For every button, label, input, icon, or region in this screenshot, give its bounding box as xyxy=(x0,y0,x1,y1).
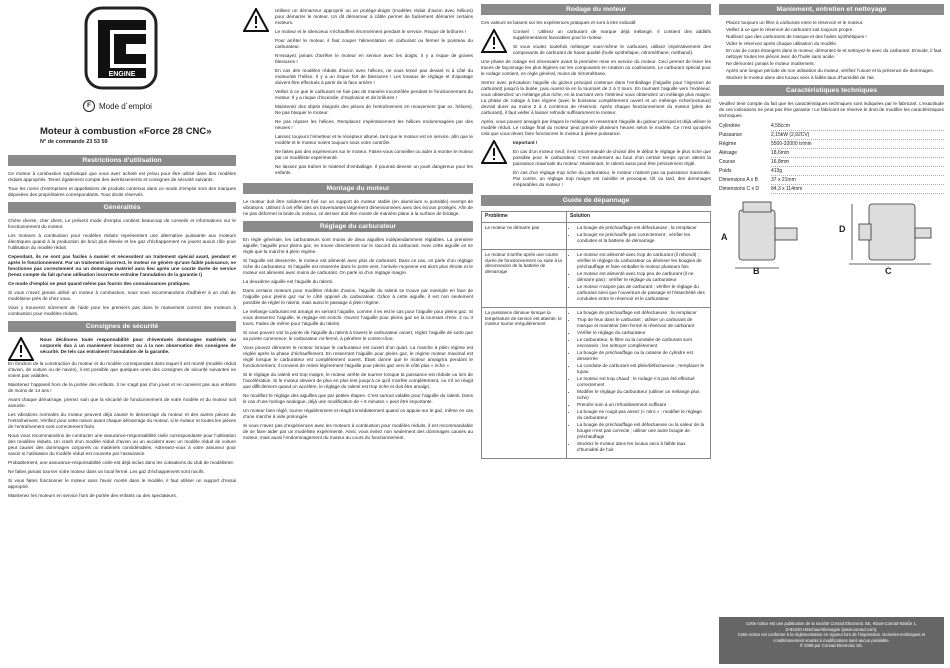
dimension-label: B xyxy=(753,266,760,276)
paragraph: En cas des modèles réduits d’avion avec hélices, ne vous tenez pas devant ni à côté du moteur/de l’hélice. Il y a un risque fort de blessures ! Les travaux de réglage et d’ajustage doivent être effectués à partir de la face arrière ! xyxy=(275,68,473,85)
paragraph: Maintenez l’appareil hors de la portée des enfants. Il ne s’agit pas d’un jouet et ne convient pas aux enfants de moins de 14 ans ! xyxy=(8,382,236,393)
paragraph: Les vibrations normales du moteur peuvent déjà causer le desserrage du moteur et des autres pièces de l’entraînement. Vérifiez pour cette raison avant chaque démarrage du moteur, si le moteur et toutes les pièces de l’entraînement sont correctement fixés. xyxy=(8,412,236,429)
paragraph: Ne modifiez le réglage des aiguilles que par petites étapes. C’est surtout valable pour l’aiguille du ralenti. Dans le cas d’une horloge analogue, déjà une modification de « 5 minutes » peut être importante. xyxy=(243,393,473,404)
paragraph: Utilisez un démarreur approprié ou un protège-doigts (modèles réduit d’avion avec hélices) pour démarrer le moteur. Un dit démarreur à câble permet de facilement démarrer certains moteurs. xyxy=(275,8,473,25)
paragraph: Le moteur et le silencieux s’échauffent énormément pendant le service. Risque de brûlures ! xyxy=(275,29,467,34)
list-item: • Veillez à ce que le réservoir de carburant soit toujours propre. xyxy=(726,27,944,33)
spec-key: Régime xyxy=(719,141,737,147)
spec-value: 16,8mm xyxy=(771,158,944,167)
language-text: Mode d´emploi xyxy=(99,101,152,111)
spec-list xyxy=(719,122,944,194)
warning-icon xyxy=(481,29,507,53)
paragraph: En cas d’un moteur neuf, il est recommandé de choisir dès le début le réglage le plus riche que possible pour le carburateur. C’est seulement au bout d’un certain temps qu’on atteint la puissance maximale du moteur. Maintenant, le ralenti aussi peut être précisément réglé. xyxy=(513,149,711,166)
paragraph: La deuxième aiguille est l’aiguille du ralenti. xyxy=(243,279,334,284)
spec-key: Puissance xyxy=(719,132,743,138)
table-header-row xyxy=(482,212,711,223)
spec-value: 5500-32000 tr/min xyxy=(771,140,944,149)
paragraph: Maintenez des objets éloignés des pièces de l’entraînement en mouvement (par ex. hélices). Ne pas bloquer le moteur. xyxy=(275,104,473,115)
paragraph-bold: Cependant, ils ne sont pas faciles à manier et nécessitent un traitement spécial avant, pendant et après le fonctionnement. Par un traitement incorrect, le moteur ne génère qu’une faible puissance, ne fonctionne pas correctement ou un dommage matériel aura lieu après une courte durée de service (tenez compte du fait qu’une utilisation incorrecte entraîne l’annulation de la garantie !) xyxy=(8,254,236,277)
paragraph: Le moteur doit être solidement fixé sur un support de moteur stable (en aluminium si possible) exempt de vibrations. Utilisez à cet effet des vis traversantes largement dimensionnées avec des écrous protégés. Afin de ne pas déformer la bride du moteur, ce dernier doit être monté de manière plane à la surface de bridage. xyxy=(243,199,473,216)
paragraph: Probablement, une assurance-responsabilité civile est déjà inclus dans les cotisations du club de modélisme. xyxy=(8,460,235,465)
list-item: • Placez toujours un filtre à carburant entre le réservoir et le moteur. xyxy=(726,20,944,26)
table-row xyxy=(482,249,711,307)
solution-item: • La bougie de préchauffage est défectueuse ; la remplacer xyxy=(577,310,707,316)
list-item: • Ne démontez jamais le moteur inutilement. xyxy=(726,61,944,67)
section-heading-restrictions: Restrictions d’utilisation xyxy=(8,155,236,166)
footer-line: © 2008 par Conrad Electronic SE. xyxy=(799,643,864,648)
paragraph: Ces valeurs se basent sur les expériences pratiques et sont à titre indicatif. xyxy=(481,20,637,25)
paragraph: Nous vous recommandons de contracter une assurance-responsabilité civile correspondante pour l’utilisation des modèles réduits. Un crash d’un modèle réduit d’avion ou un accident avec un modèle réduit de voiture peut causer des dommages corporels ou matériels considérables. Adressez-vous à votre assureur pour savoir si l’utilisation du modèle réduit est couverte par l’assurance. xyxy=(8,433,236,456)
solution-item: • Le moteur n’aspire pas de carburant ; vérifier le réglage du carburant ainsi que l’ouverture de passage et l’étanchéité des conduites entre le réservoir et le carburateur xyxy=(577,284,707,302)
spec-row xyxy=(719,140,944,149)
footer-line: D-92240 Hirschau/Allemagne (www.conrad.com). xyxy=(785,626,878,632)
spec-value: 37 x 21mm xyxy=(771,176,944,185)
solution-cell xyxy=(567,307,711,458)
solution-item: • Le moteur est alimenté avec trop peu de carburant (il ne démarre pas) ; vérifier le réglage du carburateur xyxy=(577,271,707,283)
paragraph: Si vous n’avez jamais utilisé un moteur à combustion, nous vous recommandons d’adhérer à un club de modélisme près de chez vous. xyxy=(8,290,236,301)
imprint-footer xyxy=(719,617,944,664)
spec-key: Course xyxy=(719,159,736,165)
paragraph: Veillez à ce que le carburant ne fuie pas de manière incontrôlée pendant le fonctionnement du moteur. Il y a risque d’incendie, d’explosion et de brûlures ! xyxy=(275,89,473,100)
important-label: Important ! xyxy=(513,140,538,145)
paragraph: Dans certains moteurs pour modèles réduits d’avion, l’aiguille du ralenti se trouve par exemple en face de l’aiguille pour pleins gaz sur le côté opposé du carburateur. Grâce à cette aiguille, il est non seulement possible de régler le ralenti, mais aussi le passage à plein régime. xyxy=(243,288,473,305)
solution-item: • La bougie de préchauffage ou la culasse de cylindre est desserrée xyxy=(577,350,707,362)
spec-key: Cylindrée xyxy=(719,123,741,129)
paragraph: Après, vous pouvez amaigrir par étapes le mélange en resserrant l’aiguille du gicleur principal et déjà utiliser le modèle réduit. Le rodage final du moteur peut prendre plusieurs heures selon le modèle. Ce n’est qu’après cela que vous devez faire fonctionner le moteur à pleine puissance. xyxy=(481,119,711,136)
paragraph: Si vous n’avez pas d’expériences avec les moteurs à combustion pour modèles réduits, il est recommandable de se faire aider par un modéliste expérimenté. Ainsi, vous évitez non seulement des dommages causés au moteur, mais aussi l’endommagement du moteur au cours du fonctionnement. xyxy=(243,423,473,440)
paragraph: En règle générale, les carburateurs sont munis de deux aiguilles indépendamment réglables. La première aiguille, l’aiguille pour pleins gaz, se trouve directement sur le raccord du carburant. Avec cette aiguille on ne règle que la marche à plein régime. xyxy=(243,237,473,254)
paragraph: Ne pas réparer les hélices. Remplacez impérativement les hélices endommagées par des neuves ! xyxy=(275,119,473,130)
paragraph: Ne laissez pas traîner le matériel d’emballage. Il pourrait devenir un jouet dangereux pour les enfants. xyxy=(275,164,473,175)
solution-item: • La bougie ne rougit pas assez (« nitro » ; modifier le réglage du carburateur xyxy=(577,409,707,421)
maintenance-list xyxy=(719,20,944,81)
spec-value: 2,15kW (2,92CV) xyxy=(771,131,944,140)
paragraph: Laissez toujours l’émetteur et le récepteur allumé, tant que le moteur est en service, afin que le modèle et le moteur soient toujours sous votre contrôle. xyxy=(275,134,473,145)
solution-item: • Stockez le moteur dans les locaux secs à faible taux d’humidité de l’air xyxy=(577,441,707,453)
spec-key: Alésage xyxy=(719,150,738,156)
paragraph: Avant chaque démarrage, prenez soin que la sécurité de fonctionnement de votre modèle et du moteur soit assurée. xyxy=(8,397,236,408)
safety-disclaimer: Nous déclinons toute responsabilité pour d’éventuels dommages matériels ou corporels dus à un maniement incorrect ou à la non observation des consignes de sécurité. De tels cas entraînent l’annulation de la garantie. xyxy=(40,337,236,354)
section-heading-maintenance: Maniement, entretien et nettoyage xyxy=(719,4,944,15)
list-item: • Après une longue période de non utilisation du moteur, vérifiez l’usure et la présence de dommages. xyxy=(726,68,944,74)
spec-value: 413g xyxy=(771,167,944,176)
list-item: • En cas de corps étrangers dans le moteur, démontez-le et nettoyez-le avec du carburant. Ensuite, il faut nettoyer toutes les pièces avec de l’huile sans acide. xyxy=(726,48,944,60)
section-heading-troubleshooting: Guide de dépannage xyxy=(481,195,711,206)
paragraph: Ce moteur à combustion sophistiqué que vous avez acheté est prévu pour être utilisé dans des modèles réduits appropriés. Tenez également compte des avertissements et consignes de sécurité suivants. xyxy=(8,171,236,182)
paragraph: Si vous voulez toutefois mélanger vous-même le carburant, utilisez impérativement des composants de carburant de haute qualité (huile synthétique, nitrométhane, méthanol). xyxy=(513,44,711,55)
spec-row xyxy=(719,167,944,176)
spec-row xyxy=(719,131,944,140)
section-heading-break-in: Rodage du moteur xyxy=(481,4,711,15)
engine-diagram xyxy=(719,198,944,278)
problem-cell: La puissance diminue lorsque la température de service est atteinte, le moteur tourne irrégulièrement xyxy=(482,307,567,458)
paragraph: Les moteurs à combustion pour modèles réduits représentent une alternative puissante aux moteurs électriques quand à la production de bruit plus élevée et les gaz d’échappement ne jouent aucun rôle pour l’utilisation du modèle réduit. xyxy=(8,233,236,250)
paragraph-bold: Ce mode d’emploi ne peut quand même pas fournir des connaissances pratiques. xyxy=(8,281,191,286)
logo-text: ENGINE xyxy=(108,71,136,78)
spec-row xyxy=(719,149,944,158)
order-number: N° de commande 23 53 59 xyxy=(40,139,108,145)
dimension-label: C xyxy=(885,266,892,276)
paragraph: Serrez avec précaution l’aiguille du gicleur principal contenue dans l’emballage (l’aiguille pour l’injection de carburant) jusqu’à la butée, puis ouvrez-la en la tournant de 2 à 3 tours. En tournant l’aiguille vers l’extérieur, vous obtiendrez un mélange plus riche, en la tournant vers l’intérieur vous obtiendrez un mélange plus maigre. La phase de rodage à bas régime (avec le boisseau complètement ouvert et un mélange riche/onctueux) devrait durer au moins 2 à 4 contenus de réservoir. Après chaque fonctionnement du moteur (plein de carburant), il faut veiller à laisser refroidir suffisamment le moteur. xyxy=(481,80,711,115)
solution-item: • Le carburateur, le filtre ou la conduite de carburant sont encrassés ; les nettoyer complètement xyxy=(577,337,707,349)
paragraph: Si vous pouvez voir la pointe de l’aiguille du ralenti à travers le carburateur ouvert, réglez l’aiguille de sorte que sa pointe commence, le carburateur mi-fermé, à pénétrer le contre-cône. xyxy=(243,330,473,341)
list-item: • Stockez le moteur dans des locaux secs à faible taux d’humidité de l’air. xyxy=(726,75,944,81)
column-3 xyxy=(481,0,711,668)
spec-row xyxy=(719,122,944,131)
paragraph: Vous y trouverez sûrement de l’aide pour les premiers pas dans le maniement correct des moteurs à combustion pour modèles réduits. xyxy=(8,305,236,316)
section-heading-general: Généralités xyxy=(8,202,236,213)
warning-icon xyxy=(481,140,507,164)
spec-value: 84,3 x 114mm xyxy=(771,185,944,194)
section-heading-mounting: Montage du moteur xyxy=(243,183,473,194)
spec-row xyxy=(719,176,944,185)
troubleshooting-table xyxy=(481,211,711,459)
paragraph: Si vous faites fonctionner le moteur sans l’avoir monté dans le modèle, il faut utiliser un support d’essai approprié. xyxy=(8,478,236,489)
paragraph: N’essayez jamais d’arrêter le moteur en service avec les doigts. Il y a risque de graves blessures ! xyxy=(275,53,473,64)
page-title: Moteur à combustion «Force 28 CNC» xyxy=(40,126,212,137)
column-2 xyxy=(243,0,473,668)
table-row xyxy=(482,222,711,249)
paragraph: En cas d’un réglage trop riche du carburateur, le moteur n’atteint pas sa puissance maximale. Par contre, un réglage trop maigre est nuisible et provoque, tôt ou tard, des dommages irréparables du moteur ! xyxy=(513,170,711,187)
list-item: • Videz le réservoir après chaque utilisation du modèle. xyxy=(726,41,944,47)
dimension-label: A xyxy=(721,232,728,242)
solution-item: • La bougie de préchauffage est défectueuse ; la remplacer xyxy=(577,225,707,231)
warning-icon xyxy=(243,8,269,32)
column-header: Problème xyxy=(482,212,567,223)
spec-value: 18,6mm xyxy=(771,149,944,158)
fuel-warning xyxy=(481,29,711,59)
spec-row xyxy=(719,185,944,194)
solution-item: • Trop de feux dans le carburant ; utiliser un carburant de marque et maintenir bien fermé le réservoir de carburant xyxy=(577,317,707,329)
paragraph: Un moteur bien réglé, tourne régulièrement et réagit immédiatement quand on appuie sur le gaz, même en cas d’une marche à vide prolongée. xyxy=(243,408,473,419)
paragraph: Si le réglage du ralenti est trop maigre, le moteur arrête de tourner lorsque la puissance est réduite ou lors de l’accélération. Si le moteur devient de plus en plus lent jusqu’à ce qu’il s’arrête complètement, ou s’il ne réagit que difficilement quand on accélère, le réglage du ralenti est trop riche et doit être amaigri. xyxy=(243,372,473,389)
paragraph: Vous pouvez démarrer le moteur lorsque le carburateur est ouvert d’un quart. La marche à plein régime est réglée après la phase d’échauffement. En resserrant l’aiguille pour pleins gaz, le régime moteur maximal est réglé lorsque le carburateur est complètement ouvert. Étant donné que le moteur amaigrira pendant le fonctionnement, il convient de retirer légèrement l’aiguille pour pleins gaz vers le côté plus « riche ». xyxy=(243,345,473,368)
paragraph: Maintenez les moteurs en service hors de portée des enfants ou des spectateurs. xyxy=(8,493,178,498)
safety-warning xyxy=(8,337,236,361)
section-heading-technical: Caractéristiques techniques xyxy=(719,85,944,96)
paragraph: Chère cliente, cher client, Le présent mode d’emploi contient beaucoup de conseils et informations sur le fonctionnement du moteur. xyxy=(8,218,236,229)
paragraph: Pour arrêter le moteur, il faut couper l’alimentation en carburant ou fermer le pointeau du carburateur. xyxy=(275,38,473,49)
solution-item: • Vérifier le réglage du carburateur xyxy=(577,330,707,336)
important-warning xyxy=(481,140,711,191)
solution-cell xyxy=(567,249,711,307)
section-heading-safety: Consignes de sécurité xyxy=(8,321,236,332)
engine-logo xyxy=(84,6,158,90)
spec-row xyxy=(719,158,944,167)
solution-cell xyxy=(567,222,711,249)
table-row xyxy=(482,307,711,458)
footer-line: Cette notice est conforme à la réglementation en vigueur lors de l’impression. Données techniques et conditionnement soumis à modifications sans aucun préalable. xyxy=(737,632,926,643)
solution-item: • Modifier le réglage du carburateur (utiliser un mélange plus riche) xyxy=(577,389,707,401)
column-header: Solution xyxy=(567,212,711,223)
solution-item: • Le moteur est alimenté avec trop de carburant (il rebondi) ; vérifier le réglage du carburateur ou dévisser les bougies de préchauffage et faire emballer le moteur plusieurs fois xyxy=(577,252,707,270)
spec-value: 4,58ccm xyxy=(771,122,944,131)
language-label xyxy=(83,100,236,112)
list-item: • Nutilisez que des carburants de marque et des huiles synthétiques ! xyxy=(726,34,944,40)
solution-item: • La bougie ne préchauffe pas correctement ; vérifier les conduites et la batterie de démarrage xyxy=(577,232,707,244)
warning-icon xyxy=(8,337,34,361)
footer-line: Cette notice est une publication de la société Conrad Electronic SE, Klaus-Conrad-Straße 1, xyxy=(746,621,917,626)
column-4 xyxy=(719,0,944,668)
operation-warning xyxy=(243,8,473,179)
paragraph: Ne faites jamais tourner votre moteur dans un local fermé. Les gaz d’échappement sont nocifs. xyxy=(8,469,205,474)
solution-item: • Prendre soin à un refroidissement suffisant xyxy=(577,402,707,408)
solution-item: • La conduite de carburant est pliée/défectueuse ; remplacer le tuyau xyxy=(577,363,707,375)
dimension-label: D xyxy=(839,224,846,234)
paragraph: Une phase de rodage est nécessaire avant la première mise en service du moteur. Ceci permet de lisser les traces de façonnage les plus légères sur les composants en rotation ou coulissants. Le carburant spécial pour le rodage contient, en règle général, moins de nitrométhane. xyxy=(481,59,711,76)
section-heading-carburetor: Réglage du carburateur xyxy=(243,221,473,232)
problem-cell: Le moteur s’arrête après une courte durée de fonctionnement ou suite à la déconnexion de la batterie de démarrage xyxy=(482,249,567,307)
paragraph: Veuillez tenir compte du fait que les caractéristiques techniques sont indiquées par le fabricant. L’exactitude de ces indications ne peut pas être garantie ! Le fabricant se réserve le droit de modifier les caractéristiques techniques. xyxy=(719,101,944,118)
paragraph: En fonction de la construction du moteur et du modèle correspondant dans lequel il est monté (modèle réduit d’avion, de voiture ou de navire), il est possible que quelques unes des consignes de sécurité suivantes ne soient pas valables. xyxy=(8,361,236,378)
column-1 xyxy=(8,0,236,668)
solution-item: • Le moteur est trop chaud ; le rodage n’a pas été effectué correctement xyxy=(577,376,707,388)
paragraph: Conseil : Utilisez un carburant de marque déjà mélangé. Il contient des additifs supplémentaires favorables pour le moteur. xyxy=(513,29,711,40)
paragraph: Si l’aiguille est desserrée, le moteur est alimenté avec plus de carburant. Dans ce cas, on parle d’un réglage riche du carburateur. Si l’aiguille est resserrée dans le porte-vent, l’arrivée moyenne est alors plus étroite et le moteur est alimenté avec moins de carburant. On parle ici d’un réglage maigre. xyxy=(243,258,473,275)
spec-key: Dimensions A x B xyxy=(719,177,758,183)
paragraph: Tous les noms d’entreprises et appellations de produits contenus dans ce mode d’emploi sont des marques déposées des propriétaires correspondants. Tous droits réservés. xyxy=(8,186,236,197)
spec-key: Poids xyxy=(719,168,732,174)
spec-key: Dimensions C x D xyxy=(719,186,760,192)
problem-cell: Le moteur ne démarre pas xyxy=(482,222,567,249)
language-badge: F xyxy=(83,100,95,112)
solution-item: • La bougie de préchauffage est défectueuse ou la valeur de la bougie n’est pas correcte ; utiliser une autre bougie de préchauffage xyxy=(577,422,707,440)
paragraph: Le mélange carburant est amaigri en serrant l’aiguille, comme il en est le cas pour l’aiguille pour pleins gaz. Si vous desserrez l’aiguille, le réglage est enrichi. Ouvrez l’aiguille pour pleins gaz en la tournant d’env. 2 ou 3 tours. Faites de même pour l’aiguille du ralenti. xyxy=(243,309,473,326)
paragraph: Ne faites pas des expériences sur le moteur. Faites-vous conseiller ou aider à monter le moteur par un modéliste expérimenté. xyxy=(275,149,473,160)
